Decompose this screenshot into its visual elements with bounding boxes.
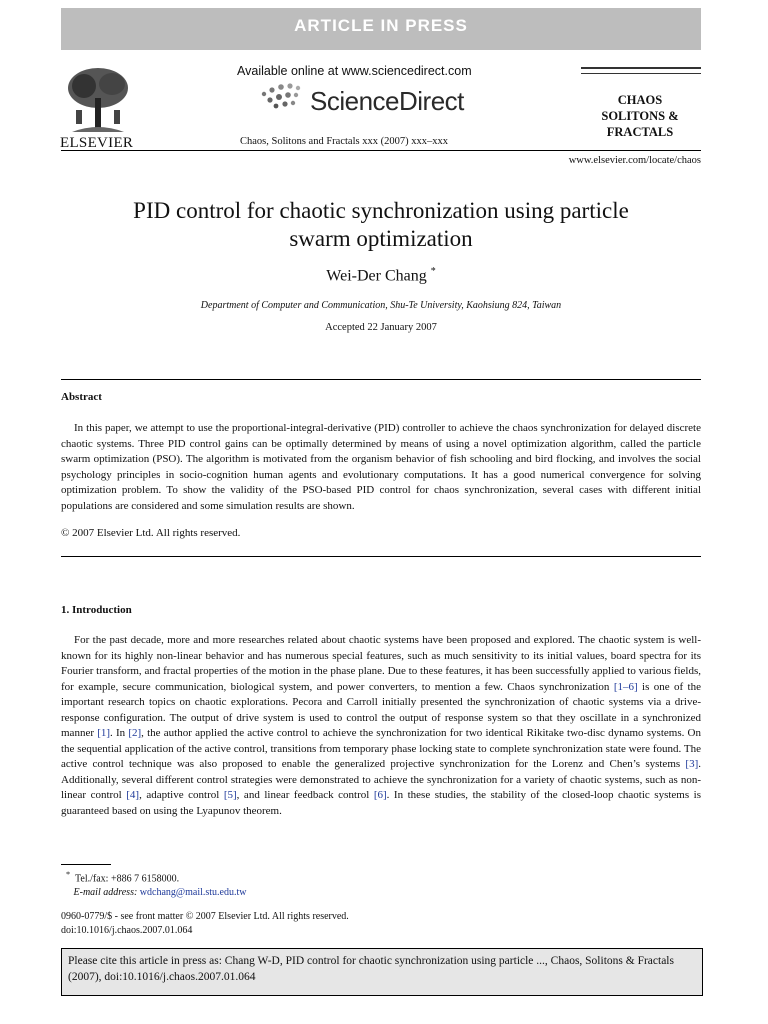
text-segment: For the past decade, more and more researches related about chaotic systems have been proposed and explored. The chaotic system is well-known for its highly non-linear behavior and has numerous special features, such as much sensitivity to its initial values, board spectra for its Fourier transform, and fractal properties of the motion in the phase plane. Due to these features, it has been successfully applied to various fields, for example, secure communication, biological system, and power converters, to mention a few. Chaos synchronization [61, 634, 701, 693]
text-segment: is one of the important research topics on chaotic explorations. Pecora and Carroll initially presented the synchronization of chaotic systems via a drive-response configuration. The output of drive system is used to control the output of response system so that they oscillate in a synchronized manner [61, 680, 702, 739]
email-label: E-mail address: [73, 887, 138, 899]
text-segment: , and linear feedback control [236, 789, 374, 801]
citation-link[interactable]: [2] [128, 727, 142, 739]
footnote [66, 868, 247, 900]
front-matter [61, 910, 349, 938]
journal-title-line: SOLITONS & FRACTALS [601, 109, 679, 139]
elsevier-tree-logo-icon [62, 64, 134, 136]
abstract-heading: Abstract [61, 391, 102, 403]
sciencedirect-wordmark: ScienceDirect [310, 86, 464, 116]
cite-this-article-box: Please cite this article in press as: Chang W-D, PID control for chaotic synchronization using particle ..., Chaos, Solitons & Fractals (2007), doi:10.1016/j.chaos.2007.01.064 [61, 948, 703, 996]
article-title [61, 197, 701, 253]
email-link[interactable]: wdchang@mail.stu.edu.tw [139, 887, 247, 899]
author-footnote-mark[interactable]: * [430, 266, 436, 277]
journal-citation-line: Chaos, Solitons and Fractals xxx (2007) xxx–xxx [240, 136, 448, 147]
front-matter-doi: doi:10.1016/j.chaos.2007.01.064 [61, 925, 193, 936]
footnote-tel [66, 868, 247, 886]
citation-link[interactable]: [6] [373, 789, 387, 801]
introduction-paragraph [61, 633, 701, 819]
footnote-mark: * [66, 870, 71, 879]
abstract-copyright: © 2007 Elsevier Ltd. All rights reserved. [61, 527, 241, 539]
title-line: PID control for chaotic synchronization using particle [133, 198, 629, 223]
section-heading-introduction: 1. Introduction [61, 604, 132, 616]
author-line [61, 266, 701, 285]
footnote-tel-text: Tel./fax: +886 7 6158000. [75, 873, 180, 885]
journal-rule [581, 67, 701, 69]
title-line: swarm optimization [289, 226, 473, 251]
journal-url-link[interactable]: www.elsevier.com/locate/chaos [568, 155, 701, 166]
abstract-body [61, 421, 701, 514]
author-name: Wei-Der Chang [326, 267, 427, 285]
abstract-top-rule [61, 379, 701, 380]
sciencedirect-dots-icon [260, 82, 310, 112]
front-matter-issn: 0960-0779/$ - see front matter © 2007 Elsevier Ltd. All rights reserved. [61, 911, 349, 922]
citation-link[interactable]: [3] [685, 758, 699, 770]
publisher-name: ELSEVIER [60, 135, 134, 151]
text-segment: , the author applied the active control to achieve the synchronization for two identical Rikitake two-disc dynamo systems. On the sequential application of the active control, transitions from temporary phase locking state to complete synchronization state were found. The active control technique was also proposed to enable the generalized projective synchronization for the Lorenz and Chen’s systems [61, 727, 701, 770]
text-segment: . In these studies, the stability of the closed-loop chaotic systems is guaranteed based on using the Lyapunov theorem. [61, 789, 701, 817]
footnote-rule [61, 864, 111, 865]
journal-rule [581, 73, 701, 74]
article-in-press-banner: ARTICLE IN PRESS [61, 8, 701, 50]
journal-title [580, 92, 700, 140]
introduction-text [61, 633, 701, 819]
header-divider [61, 150, 701, 151]
citation-link[interactable]: [4] [126, 789, 140, 801]
text-segment: . In [110, 727, 129, 739]
accepted-date: Accepted 22 January 2007 [325, 322, 437, 333]
affiliation: Department of Computer and Communication, Shu-Te University, Kaohsiung 824, Taiwan [200, 300, 562, 311]
abstract-bottom-rule [61, 556, 701, 557]
text-segment: , adaptive control [139, 789, 224, 801]
citation-link[interactable]: [5] [223, 789, 237, 801]
citation-link[interactable]: [1] [97, 727, 111, 739]
footnote-email [66, 886, 247, 900]
journal-title-line: CHAOS [617, 93, 663, 107]
abstract-text: In this paper, we attempt to use the proportional-integral-derivative (PID) controller to achieve the chaos synchronization for delayed discrete chaotic systems. Three PID control gains can be optimally determined by means of using a novel optimization algorithm, called the particle swarm optimization (PSO). The algorithm is motivated from the organism behavior of fish schooling and bird flocking, and involves the social psychology principles in socio-cognition human agents and evolutionary computations. It has a good numerical convergence for solving optimization problem. To show the validity of the PSO-based PID control for chaos synchronization, several cases with different initial populations are considered and some simulation results are shown. [61, 422, 701, 512]
available-online-text: Available online at www.sciencedirect.com [237, 64, 472, 78]
citation-link[interactable]: [1–6] [613, 680, 638, 693]
text-segment: . Additionally, several different control strategies were demonstrated to achieve the synchronization for a variety of chaotic systems, such as non-linear control [61, 758, 701, 801]
